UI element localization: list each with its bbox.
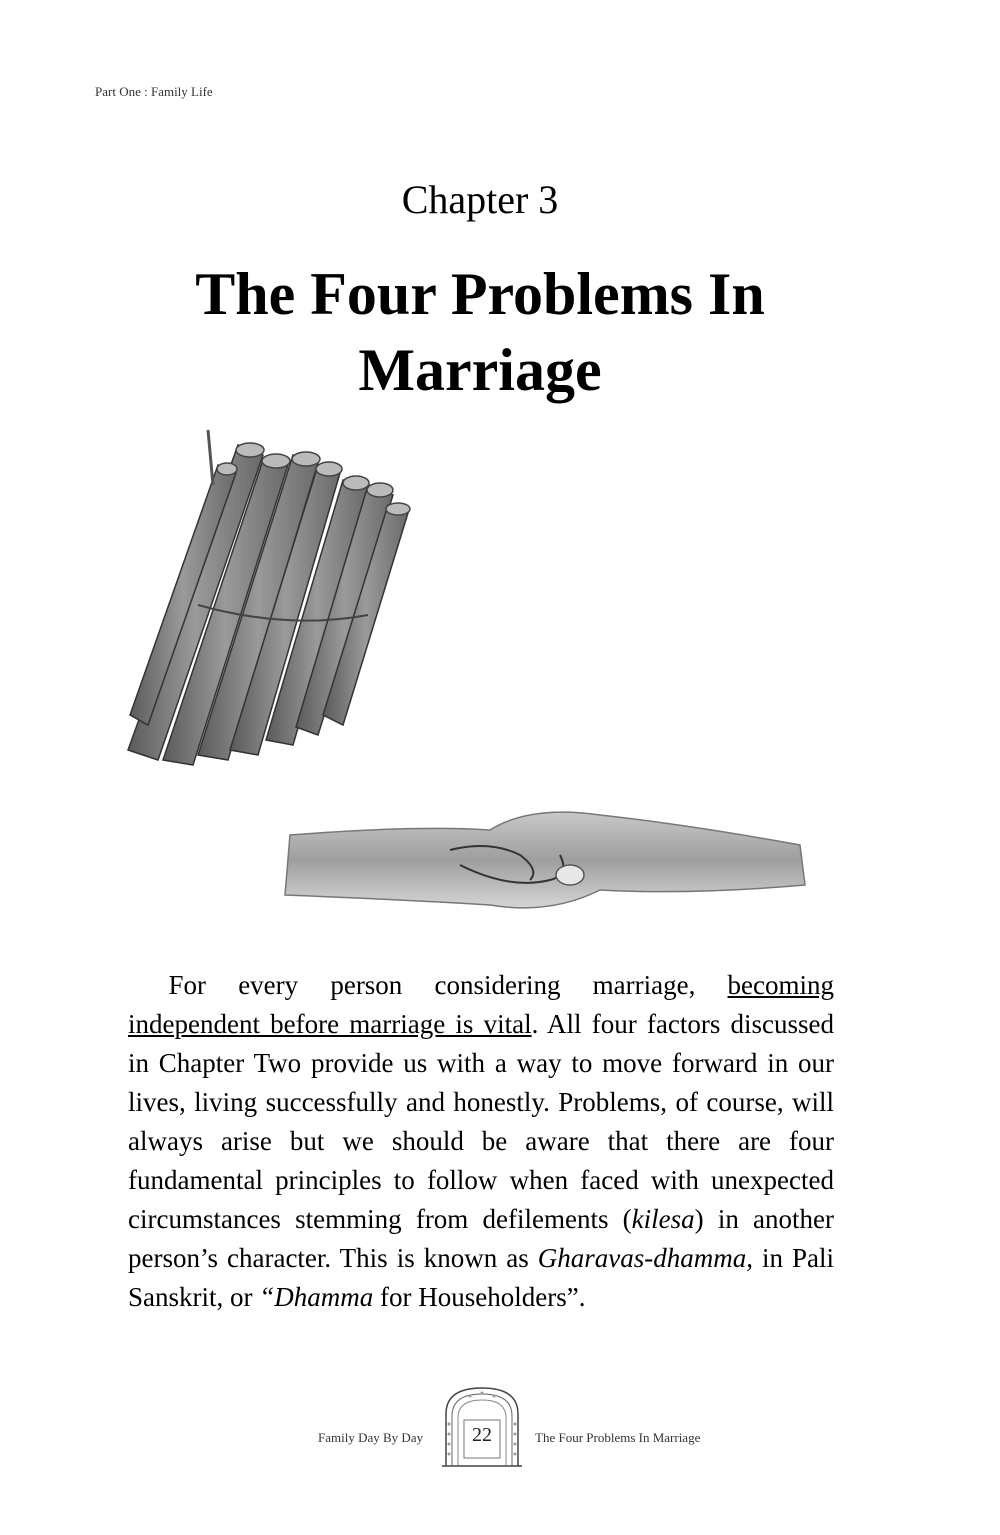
underlined-phrase: becoming independent before marriage is vital	[128, 970, 834, 1039]
page-footer	[0, 1384, 1000, 1474]
bundle-of-sticks-icon	[118, 425, 428, 770]
chapter-title: The Four Problems In Marriage	[195, 261, 765, 403]
body-paragraph: For every person considering marriage, becoming independent before marriage is vital. All four factors discussed in Chapter Two provide us with a way to move forward in our lives, living successfully and honestly. Problems, of course, will always arise but we should be aware that there are four fundamental principles to follow when faced with unexpected circumstances stemming from defilements (kilesa) in another person’s character. This is known as Gharavas-dhamma, in Pali Sanskrit, or “Dhamma for Householders”.	[128, 970, 835, 1312]
term-kilesa: kilesa	[631, 1204, 695, 1234]
term-gharavas-dhamma: Gharavas-dhamma,	[537, 1243, 753, 1273]
term-dhamma: “Dhamma	[259, 1282, 374, 1312]
footer-chapter-title: The Four Problems In Marriage	[535, 1430, 701, 1445]
page-number: 22	[472, 1424, 492, 1446]
clasped-hands-icon	[270, 795, 820, 935]
footer-book-title: Family Day By Day	[318, 1430, 424, 1445]
chapter-label: Chapter 3	[401, 177, 559, 222]
running-head: Part One : Family Life	[95, 84, 213, 99]
